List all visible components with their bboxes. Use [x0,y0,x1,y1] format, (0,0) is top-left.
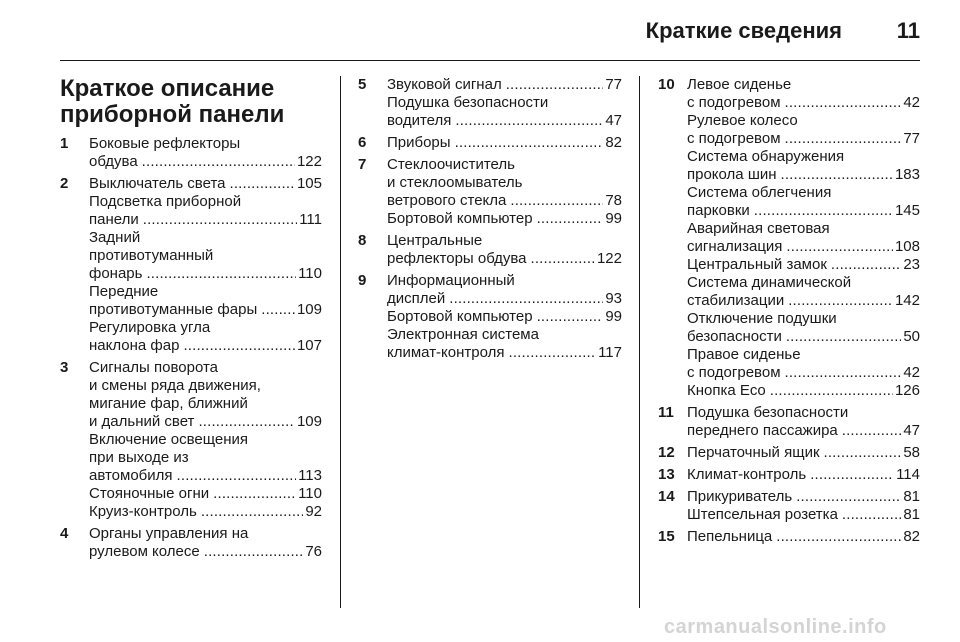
toc-line[interactable] [687,292,920,310]
toc-entry [358,76,622,130]
toc-entry [358,232,622,268]
toc-line-text: Стояночные огни [89,485,210,502]
toc-line[interactable] [387,112,622,130]
toc-line-text: Аварийная световая [687,220,830,237]
dot-leader [785,364,902,382]
toc-page-number: 108 [894,238,920,255]
entry-number: 7 [358,156,367,173]
dot-leader [213,485,296,503]
toc-line-text: Подсветка приборной [89,193,242,210]
toc-line-text: с подогревом [687,364,781,381]
toc-line-text: климат-контроля [387,344,505,361]
dot-leader [810,466,894,484]
toc-line-text: Органы управления на [89,525,249,542]
toc-line[interactable] [687,506,920,524]
section-title-line: приборной панели [60,101,285,128]
toc-line[interactable] [687,256,920,274]
toc-entry [60,175,322,355]
toc-line-text: Бортовой компьютер [387,308,533,325]
dot-leader [796,488,901,506]
toc-line[interactable] [687,466,920,484]
dot-leader [143,211,297,229]
toc-line-text: ветрового стекла [387,192,507,209]
toc-page-number: 126 [894,382,920,399]
toc-page-number: 111 [299,211,322,228]
entry-number: 3 [60,359,69,376]
toc-page-number: 42 [903,364,920,381]
toc-page-number: 78 [605,192,622,209]
section-title-line: Краткое описание [60,75,275,102]
toc-line-text: Выключатель света [89,175,226,192]
toc-line[interactable] [387,344,622,362]
toc-line-text: Боковые рефлекторы [89,135,241,152]
dot-leader [177,467,297,485]
dot-leader [824,444,902,462]
entry-list [60,135,322,561]
dot-leader [537,308,604,326]
toc-line-text: Задний [89,229,141,246]
entry-number: 8 [358,232,367,249]
toc-entry [60,135,322,171]
dot-leader [204,543,304,561]
dot-leader [781,166,893,184]
entry-number: 15 [658,528,675,545]
toc-page-number: 142 [894,292,920,309]
dot-leader [261,301,295,319]
toc-line-text: Система динамической [687,274,852,291]
toc-line-text: Информационный [387,272,515,289]
toc-line-text: мигание фар, ближний [89,395,248,412]
toc-line[interactable] [387,192,622,210]
entry-number: 11 [658,404,674,421]
dot-leader [531,250,595,268]
dot-leader [455,134,604,152]
toc-line[interactable] [387,308,622,326]
toc-line-text: наклона фар [89,337,180,354]
toc-entry [60,359,322,521]
column-2 [358,76,622,366]
toc-page-number: 76 [305,543,322,560]
toc-page-number: 93 [605,290,622,307]
toc-line-text: и стеклоомыватель [387,174,523,191]
toc-page-number: 110 [298,265,322,282]
toc-page-number: 122 [596,250,622,267]
toc-line-text: с подогревом [687,130,781,147]
toc-entry [358,272,622,362]
toc-line[interactable] [687,364,920,382]
toc-line-text: фонарь [89,265,143,282]
toc-line[interactable] [687,202,920,220]
dot-leader [142,153,295,171]
toc-line-text: Подушка безопасности [387,94,549,111]
toc-page-number: 117 [598,344,622,361]
toc-line[interactable] [387,290,622,308]
toc-entry [358,134,622,152]
toc-line[interactable] [687,444,920,462]
dot-leader [198,413,295,431]
page-header [0,0,960,60]
entry-number: 2 [60,175,69,192]
toc-line-text: Система облегчения [687,184,832,201]
toc-page-number: 110 [298,485,322,502]
entry-number: 6 [358,134,367,151]
toc-line-text: Регулировка угла [89,319,211,336]
column-divider [639,76,640,608]
toc-line-text: противотуманный [89,247,214,264]
toc-line[interactable] [89,485,322,503]
dot-leader [770,382,893,400]
dot-leader [776,528,901,546]
toc-line[interactable] [687,328,920,346]
toc-page-number: 58 [903,444,920,461]
entry-number: 4 [60,525,69,542]
toc-line[interactable] [89,211,322,229]
toc-page-number: 109 [296,301,322,318]
entry-number: 9 [358,272,367,289]
entry-list [358,76,622,362]
column-divider [340,76,341,608]
toc-line-text: Сигналы поворота [89,359,219,376]
toc-line-text: прокола шин [687,166,777,183]
dot-leader [785,94,902,112]
toc-page-number: 114 [896,466,920,483]
toc-entry [658,528,920,546]
toc-line[interactable] [89,153,322,171]
entry-number: 10 [658,76,675,93]
entry-list [658,76,920,546]
toc-line-text: Подушка безопасности [687,404,849,421]
toc-entry [658,488,920,524]
toc-line[interactable] [687,422,920,440]
toc-line[interactable] [387,76,622,94]
toc-line-text: парковки [687,202,750,219]
entry-number: 14 [658,488,675,505]
toc-line[interactable] [687,528,920,546]
toc-page-number: 47 [605,112,622,129]
toc-line[interactable] [687,94,920,112]
dot-leader [786,328,901,346]
toc-line[interactable] [687,238,920,256]
entry-number: 13 [658,466,675,483]
dot-leader [510,192,603,210]
toc-line-text: Перчаточный ящик [687,444,820,461]
toc-line-text: Левое сиденье [687,76,792,93]
section-title [60,76,322,128]
toc-entry [658,404,920,440]
toc-line-text: Круиз-контроль [89,503,197,520]
toc-line[interactable] [89,175,322,193]
toc-line[interactable] [387,134,622,152]
toc-line-text: при выходе из [89,449,189,466]
toc-line-text: Отключение подушки [687,310,837,327]
page-number: 11 [896,18,920,43]
toc-line-text: Передние [89,283,159,300]
toc-line-text: рефлекторы обдува [387,250,527,267]
header-rule [60,60,920,61]
entry-number: 5 [358,76,367,93]
toc-entry [658,444,920,462]
toc-line-text: Правое сиденье [687,346,801,363]
toc-page-number: 145 [894,202,920,219]
toc-entry [60,525,322,561]
toc-line[interactable] [687,166,920,184]
toc-page-number: 81 [903,488,920,505]
dot-leader [506,76,604,94]
toc-line-text: переднего пассажира [687,422,838,439]
toc-page-number: 23 [903,256,920,273]
dot-leader [230,175,295,193]
dot-leader [183,337,295,355]
toc-line[interactable] [89,413,322,431]
toc-line-text: Включение освещения [89,431,249,448]
toc-line[interactable] [89,265,322,283]
toc-line-text: и смены ряда движения, [89,377,261,394]
toc-line-text: Бортовой компьютер [387,210,533,227]
toc-line-text: автомобиля [89,467,173,484]
dot-leader [537,210,604,228]
dot-leader [842,422,902,440]
toc-page-number: 183 [894,166,920,183]
toc-line-text: Кнопка Eco [687,382,766,399]
toc-line[interactable] [687,488,920,506]
toc-line[interactable] [687,130,920,148]
dot-leader [509,344,597,362]
dot-leader [842,506,901,524]
toc-page-number: 47 [903,422,920,439]
toc-page-number: 81 [903,506,920,523]
toc-line-text: рулевом колесе [89,543,200,560]
dot-leader [146,265,296,283]
toc-line[interactable] [387,210,622,228]
toc-line-text: Звуковой сигнал [387,76,502,93]
toc-line-text: с подогревом [687,94,781,111]
dot-leader [449,290,603,308]
toc-line-text: Электронная система [387,326,539,343]
header-title: Краткие сведения [645,18,842,43]
toc-page-number: 122 [296,153,322,170]
dot-leader [455,112,603,130]
toc-line[interactable] [89,543,322,561]
toc-line-text: водителя [387,112,452,129]
entry-number: 12 [658,444,675,461]
toc-line-text: и дальний свет [89,413,195,430]
toc-line[interactable] [89,301,322,319]
toc-line[interactable] [89,467,322,485]
column-1 [60,76,322,565]
toc-line-text: стабилизации [687,292,785,309]
dot-leader [785,130,902,148]
toc-page-number: 82 [903,528,920,545]
toc-line-text: Климат-контроль [687,466,807,483]
toc-page-number: 82 [605,134,622,151]
toc-page-number: 109 [296,413,322,430]
dot-leader [754,202,893,220]
toc-line-text: панели [89,211,139,228]
toc-page-number: 77 [605,76,622,93]
toc-page-number: 113 [298,467,322,484]
dot-leader [201,503,304,521]
toc-line[interactable] [387,250,622,268]
toc-line-text: Рулевое колесо [687,112,798,129]
toc-line-text: Штепсельная розетка [687,506,838,523]
watermark: carmanualsonline.info [664,616,887,638]
toc-page-number: 77 [903,130,920,147]
toc-line-text: дисплей [387,290,446,307]
toc-page-number: 105 [296,175,322,192]
toc-line-text: Приборы [387,134,451,151]
toc-entry [358,156,622,228]
toc-line-text: сигнализация [687,238,783,255]
toc-line-text: противотуманные фары [89,301,258,318]
toc-line-text: Центральный замок [687,256,827,273]
toc-page-number: 42 [903,94,920,111]
toc-page-number: 99 [605,308,622,325]
toc-line-text: обдува [89,153,138,170]
dot-leader [786,238,893,256]
toc-line-text: Стеклоочиститель [387,156,515,173]
toc-line-text: безопасности [687,328,782,345]
toc-page-number: 99 [605,210,622,227]
toc-line-text: Пепельница [687,528,773,545]
toc-entry [658,466,920,484]
dot-leader [831,256,901,274]
toc-entry [658,76,920,400]
toc-page-number: 50 [903,328,920,345]
column-3 [658,76,920,550]
toc-line-text: Прикуриватель [687,488,793,505]
dot-leader [788,292,893,310]
toc-page-number: 107 [296,337,322,354]
toc-line-text: Центральные [387,232,483,249]
toc-line[interactable] [687,382,920,400]
entry-number: 1 [60,135,69,152]
toc-line[interactable] [89,503,322,521]
toc-line[interactable] [89,337,322,355]
toc-page-number: 92 [305,503,322,520]
toc-line-text: Система обнаружения [687,148,845,165]
